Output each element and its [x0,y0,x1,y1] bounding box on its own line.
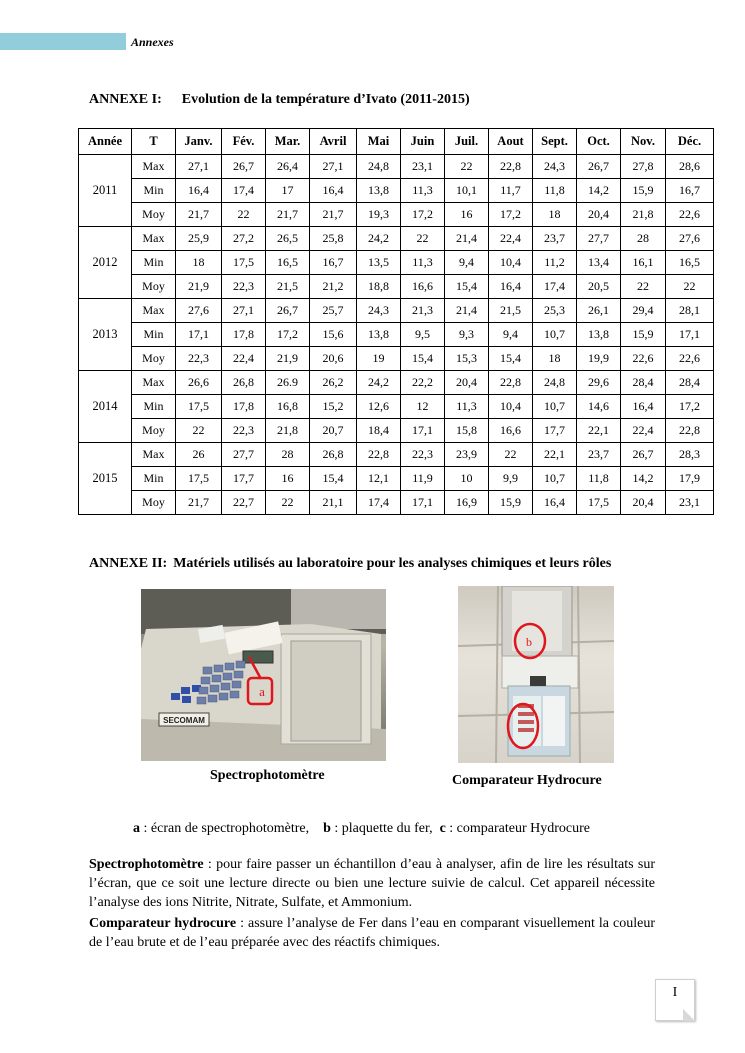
type-cell: Min [132,323,176,347]
value-cell: 11,8 [577,467,621,491]
value-cell: 9,4 [489,323,533,347]
type-cell: Max [132,227,176,251]
term-comparator: Comparateur hydrocure [89,916,237,931]
value-cell: 26,7 [621,443,666,467]
value-cell: 26.9 [266,371,310,395]
value-cell: 23,9 [445,443,489,467]
value-cell: 22 [489,443,533,467]
value-cell: 27,6 [666,227,714,251]
value-cell: 9,4 [445,251,489,275]
value-cell: 27,2 [222,227,266,251]
value-cell: 14,6 [577,395,621,419]
column-header: Nov. [621,129,666,155]
type-cell: Moy [132,275,176,299]
value-cell: 26,6 [176,371,222,395]
value-cell: 21,9 [266,347,310,371]
table-row [79,491,714,515]
value-cell: 17,5 [577,491,621,515]
value-cell: 28,4 [666,371,714,395]
table-row [79,371,714,395]
value-cell: 21,7 [266,203,310,227]
value-cell: 17,5 [176,395,222,419]
value-cell: 22,1 [577,419,621,443]
value-cell: 26,7 [577,155,621,179]
value-cell: 21,7 [176,203,222,227]
value-cell: 22,8 [666,419,714,443]
photo-legend [133,821,590,837]
value-cell: 27,8 [621,155,666,179]
table-row [79,227,714,251]
value-cell: 17,1 [401,419,445,443]
column-header: Fév. [222,129,266,155]
value-cell: 25,8 [310,227,357,251]
year-cell: 2012 [79,227,132,299]
value-cell: 26,1 [577,299,621,323]
value-cell: 28 [266,443,310,467]
annex1-heading [89,92,470,108]
table-row [79,419,714,443]
value-cell: 16,4 [310,179,357,203]
column-header: Sept. [533,129,577,155]
value-cell: 28,6 [666,155,714,179]
value-cell: 18,8 [357,275,401,299]
value-cell: 17,7 [533,419,577,443]
value-cell: 16,8 [266,395,310,419]
caption-spectrophotometer: Spectrophotomètre [210,768,325,783]
value-cell: 10,4 [489,395,533,419]
column-header: Mai [357,129,401,155]
value-cell: 16 [445,203,489,227]
value-cell: 17,4 [357,491,401,515]
value-cell: 17,1 [401,491,445,515]
value-cell: 17,2 [266,323,310,347]
value-cell: 12,1 [357,467,401,491]
value-cell: 22,8 [357,443,401,467]
value-cell: 18 [533,203,577,227]
type-cell: Moy [132,203,176,227]
value-cell: 11,2 [533,251,577,275]
value-cell: 17,2 [489,203,533,227]
value-cell: 16,4 [176,179,222,203]
value-cell: 24,3 [533,155,577,179]
table-row [79,203,714,227]
value-cell: 27,6 [176,299,222,323]
caption-comparator: Comparateur Hydrocure [452,773,602,788]
value-cell: 23,7 [533,227,577,251]
table-row [79,443,714,467]
annex1-number: ANNEXE I: [89,92,162,107]
value-cell: 26,5 [266,227,310,251]
page-corner-fold [683,1009,695,1021]
value-cell: 17,5 [176,467,222,491]
value-cell: 23,1 [401,155,445,179]
value-cell: 18 [176,251,222,275]
value-cell: 15,6 [310,323,357,347]
value-cell: 22 [401,227,445,251]
type-cell: Max [132,299,176,323]
value-cell: 14,2 [621,467,666,491]
table-row [79,251,714,275]
value-cell: 26,8 [222,371,266,395]
term-spectrophotometer: Spectrophotomètre [89,857,204,872]
value-cell: 17,9 [666,467,714,491]
value-cell: 21,7 [176,491,222,515]
type-cell: Max [132,443,176,467]
value-cell: 15,4 [489,347,533,371]
value-cell: 22,3 [222,419,266,443]
value-cell: 21,5 [266,275,310,299]
legend-key-a: a [133,821,140,836]
value-cell: 11,8 [533,179,577,203]
description-spectrophotometer [89,855,655,912]
column-header: Déc. [666,129,714,155]
value-cell: 22,3 [176,347,222,371]
value-cell: 20,6 [310,347,357,371]
value-cell: 14,2 [577,179,621,203]
value-cell: 24,2 [357,227,401,251]
type-cell: Min [132,251,176,275]
value-cell: 15,4 [401,347,445,371]
value-cell: 11,3 [445,395,489,419]
page-number-box [655,979,695,1021]
value-cell: 15,9 [621,323,666,347]
value-cell: 26,8 [310,443,357,467]
column-header: Année [79,129,132,155]
value-cell: 28,3 [666,443,714,467]
value-cell: 20,7 [310,419,357,443]
type-cell: Moy [132,419,176,443]
value-cell: 10 [445,467,489,491]
temperature-table [78,128,714,515]
value-cell: 26,7 [222,155,266,179]
value-cell: 13,4 [577,251,621,275]
value-cell: 23,1 [666,491,714,515]
value-cell: 15,4 [310,467,357,491]
value-cell: 26,7 [266,299,310,323]
value-cell: 21,7 [310,203,357,227]
table-row [79,347,714,371]
value-cell: 22 [176,419,222,443]
year-cell: 2013 [79,299,132,371]
value-cell: 22 [445,155,489,179]
value-cell: 22,6 [666,347,714,371]
value-cell: 22,8 [489,155,533,179]
value-cell: 18 [533,347,577,371]
type-cell: Min [132,179,176,203]
text-spectrophotometer: : pour faire passer un échantillon d’eau à analyser, afin de lire les résultats sur l’écran, que ce soit une lecture directe ou bien une lecture suivie de calcul. Cet appareil nécessite l’analyse des ions Nitrite, Nitrate, Sulfate, et Ammonium. [89,857,655,910]
year-cell: 2015 [79,443,132,515]
annex2-heading [89,556,611,572]
value-cell: 9,3 [445,323,489,347]
value-cell: 24,8 [533,371,577,395]
table-row [79,179,714,203]
year-cell: 2014 [79,371,132,443]
value-cell: 22 [621,275,666,299]
value-cell: 9,5 [401,323,445,347]
value-cell: 29,4 [621,299,666,323]
value-cell: 21,2 [310,275,357,299]
value-cell: 27,1 [222,299,266,323]
value-cell: 20,4 [445,371,489,395]
value-cell: 19 [357,347,401,371]
value-cell: 16,6 [489,419,533,443]
value-cell: 22,3 [222,275,266,299]
value-cell: 20,5 [577,275,621,299]
value-cell: 20,4 [577,203,621,227]
value-cell: 21,1 [310,491,357,515]
marker-a: a [259,684,265,699]
value-cell: 17,2 [401,203,445,227]
comparator-photo [458,586,614,763]
value-cell: 13,5 [357,251,401,275]
value-cell: 10,4 [489,251,533,275]
spectrophotometer-photo [141,589,386,761]
value-cell: 21,8 [621,203,666,227]
value-cell: 16,7 [666,179,714,203]
value-cell: 29,6 [577,371,621,395]
value-cell: 11,9 [401,467,445,491]
column-header: Juil. [445,129,489,155]
legend-text-c: : comparateur Hydrocure [445,821,591,836]
value-cell: 17,7 [222,467,266,491]
value-cell: 11,3 [401,251,445,275]
value-cell: 12,6 [357,395,401,419]
value-cell: 21,3 [401,299,445,323]
legend-text-a: : écran de spectrophotomètre, [140,821,310,836]
table-row [79,467,714,491]
value-cell: 25,7 [310,299,357,323]
value-cell: 11,7 [489,179,533,203]
value-cell: 17,4 [533,275,577,299]
value-cell: 16,6 [401,275,445,299]
value-cell: 22,4 [621,419,666,443]
table-row [79,275,714,299]
value-cell: 15,9 [621,179,666,203]
column-header: Juin [401,129,445,155]
value-cell: 15,4 [445,275,489,299]
value-cell: 16,4 [533,491,577,515]
value-cell: 12 [401,395,445,419]
value-cell: 17,1 [176,323,222,347]
table-row [79,323,714,347]
value-cell: 9,9 [489,467,533,491]
value-cell: 26,2 [310,371,357,395]
text-comparator: : assure l’analyse de Fer dans l’eau en comparant visuellement la couleur de l’eau brute et de l’eau préparée avec des réactifs chimiques. [89,916,655,950]
value-cell: 21,4 [445,299,489,323]
value-cell: 16,1 [621,251,666,275]
value-cell: 19,9 [577,347,621,371]
value-cell: 22 [266,491,310,515]
value-cell: 15,2 [310,395,357,419]
value-cell: 22,4 [222,347,266,371]
value-cell: 28 [621,227,666,251]
value-cell: 10,7 [533,467,577,491]
column-header: Oct. [577,129,621,155]
value-cell: 22 [666,275,714,299]
value-cell: 22,1 [533,443,577,467]
value-cell: 26 [176,443,222,467]
value-cell: 27,7 [577,227,621,251]
column-header: Avril [310,129,357,155]
device-brand-label: SECOMAM [163,716,205,725]
value-cell: 21,8 [266,419,310,443]
value-cell: 21,5 [489,299,533,323]
legend-text-b: : plaquette du fer, [330,821,433,836]
annex2-number: ANNEXE II: [89,556,168,571]
value-cell: 25,9 [176,227,222,251]
value-cell: 16,5 [266,251,310,275]
value-cell: 27,7 [222,443,266,467]
value-cell: 22,6 [666,203,714,227]
value-cell: 17,1 [666,323,714,347]
value-cell: 16,4 [621,395,666,419]
value-cell: 17,8 [222,395,266,419]
description-comparator [89,914,655,952]
column-header: Aout [489,129,533,155]
value-cell: 23,7 [577,443,621,467]
value-cell: 16 [266,467,310,491]
table-row [79,299,714,323]
marker-b: b [526,635,532,649]
year-cell: 2011 [79,155,132,227]
value-cell: 25,3 [533,299,577,323]
column-header: T [132,129,176,155]
value-cell: 22,6 [621,347,666,371]
value-cell: 24,8 [357,155,401,179]
value-cell: 22,3 [401,443,445,467]
type-cell: Moy [132,491,176,515]
value-cell: 13,8 [357,323,401,347]
table-header-row [79,129,714,155]
table-row [79,395,714,419]
value-cell: 18,4 [357,419,401,443]
value-cell: 10,7 [533,395,577,419]
type-cell: Max [132,371,176,395]
value-cell: 13,8 [357,179,401,203]
value-cell: 22,2 [401,371,445,395]
type-cell: Min [132,467,176,491]
legend-key-c: c [439,821,446,836]
value-cell: 11,3 [401,179,445,203]
type-cell: Min [132,395,176,419]
value-cell: 22 [222,203,266,227]
value-cell: 24,2 [357,371,401,395]
table-body [79,155,714,515]
value-cell: 17 [266,179,310,203]
value-cell: 22,4 [489,227,533,251]
page-number: I [672,985,678,1000]
table-row [79,155,714,179]
value-cell: 10,7 [533,323,577,347]
value-cell: 16,4 [489,275,533,299]
value-cell: 15,9 [489,491,533,515]
value-cell: 16,9 [445,491,489,515]
value-cell: 19,3 [357,203,401,227]
value-cell: 28,1 [666,299,714,323]
value-cell: 13,8 [577,323,621,347]
type-cell: Moy [132,347,176,371]
column-header: Janv. [176,129,222,155]
value-cell: 15,8 [445,419,489,443]
value-cell: 21,9 [176,275,222,299]
value-cell: 20,4 [621,491,666,515]
column-header: Mar. [266,129,310,155]
value-cell: 27,1 [310,155,357,179]
legend-key-b: b [323,821,331,836]
value-cell: 17,4 [222,179,266,203]
value-cell: 10,1 [445,179,489,203]
value-cell: 16,7 [310,251,357,275]
type-cell: Max [132,155,176,179]
value-cell: 24,3 [357,299,401,323]
value-cell: 22,7 [222,491,266,515]
value-cell: 17,2 [666,395,714,419]
header-accent-bar [0,33,126,50]
value-cell: 17,8 [222,323,266,347]
value-cell: 22,8 [489,371,533,395]
annex1-title: Evolution de la température d’Ivato (2011-2015) [181,92,470,107]
value-cell: 26,4 [266,155,310,179]
annex2-title: Matériels utilisés au laboratoire pour les analyses chimiques et leurs rôles [173,556,612,571]
value-cell: 21,4 [445,227,489,251]
value-cell: 27,1 [176,155,222,179]
value-cell: 16,5 [666,251,714,275]
running-header: Annexes [131,35,174,49]
value-cell: 17,5 [222,251,266,275]
value-cell: 28,4 [621,371,666,395]
value-cell: 15,3 [445,347,489,371]
